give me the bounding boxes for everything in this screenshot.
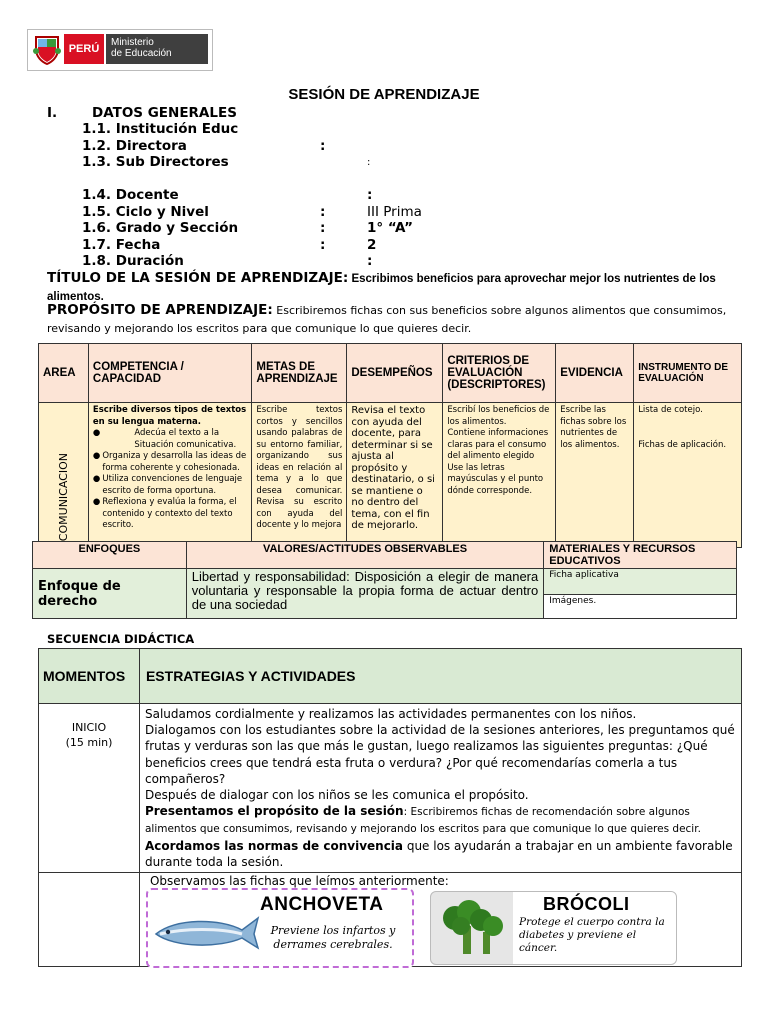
instrumento-cell: Lista de cotejo. Fichas de aplicación. <box>634 403 742 548</box>
list-item: ● Organiza y desarrolla las ideas de forma coherente y cohesionada. <box>92 451 247 473</box>
header-materiales: MATERIALES Y RECURSOS EDUCATIVOS <box>544 542 737 569</box>
datos-label-2: 1.2. Directora <box>82 138 187 154</box>
header-metas: METAS DE APRENDIZAJE <box>252 344 347 403</box>
datos-label-7: 1.7. Fecha <box>82 237 161 253</box>
empty-momento-cell <box>39 873 140 967</box>
material-1: Ficha aplicativa <box>544 569 737 595</box>
brocoli-card <box>430 891 677 965</box>
datos-label-4: 1.4. Docente <box>82 187 179 203</box>
valores-cell: Libertad y responsabilidad: Disposición a elegir de manera voluntaria y responsable la propia forma de actuar dentro de una sociedad <box>186 569 543 619</box>
broccoli-icon <box>433 896 513 960</box>
fish-icon <box>150 908 262 954</box>
datos-label-8: 1.8. Duración <box>82 253 184 269</box>
section-number: I. <box>47 105 58 121</box>
desempenos-cell: Revisa el texto con ayuda del docente, para determinar si se ajusta al propósito y destinatario, o si se mantiene o no dentro del tema, con el fin de mejorarlo. <box>347 403 443 548</box>
list-item: ● Utiliza convenciones de lenguaje escrito de forma oportuna. <box>92 474 243 496</box>
session-purpose: PROPÓSITO DE APRENDIZAJE: Escribiremos fichas con sus beneficios sobre algunos alimentos que consumimos, revisando y mejorando los escritos para que comunique lo que quieres decir. <box>47 302 727 335</box>
header-competencia: COMPETENCIA / CAPACIDAD <box>88 344 252 403</box>
datos-sep-5: : <box>320 204 326 220</box>
material-2: Imágenes. <box>544 595 737 619</box>
datos-value-6: 1° “A” <box>367 220 414 236</box>
datos-value-4: : <box>367 187 373 203</box>
datos-label-5: 1.5. Ciclo y Nivel <box>82 204 209 220</box>
anchoveta-title: ANCHOVETA <box>260 894 384 915</box>
header-enfoques: ENFOQUES <box>33 542 187 569</box>
competencias-table <box>38 343 742 548</box>
inicio-activities: Saludamos cordialmente y realizamos las actividades permanentes con los niños. Dialogamos con los estudiantes sobre la actividad de la sesiones anteriores, les preguntamos qué frutas y verduras son las que más le gustan, luego realizamos las siguientes preguntas: ¿Qué beneficios crees que tendrá esta fruta o verdura? ¿Por qué recomendarías comerla a tus compañeros? Después de dialogar con los niños se les comunica el propósito. Presentamos el propósito de la sesión: Escribiremos fichas de recomendación sobre algunos alimentos que consumimos, revisando y mejorando los escritos para que comunique lo que quieres decir. Acordamos las normas de convivencia que los ayudarán a trabajar en un ambiente favorable durante toda la sesión. <box>139 704 741 873</box>
datos-value-7: 2 <box>367 237 377 253</box>
section-heading: DATOS GENERALES <box>92 105 237 121</box>
enfoques-table <box>32 541 737 619</box>
peru-label: PERÚ <box>64 34 104 64</box>
secuencia-heading: SECUENCIA DIDÁCTICA <box>47 632 195 646</box>
datos-sep-2: : <box>320 138 326 154</box>
header-valores: VALORES/ACTITUDES OBSERVABLES <box>186 542 543 569</box>
inicio-cell: INICIO (15 min) <box>39 704 140 873</box>
area-cell: COMUNICACION <box>39 403 89 548</box>
datos-value-3: : <box>367 157 371 168</box>
header-evidencia: EVIDENCIA <box>556 344 634 403</box>
anchoveta-card <box>146 888 414 968</box>
datos-label-6: 1.6. Grado y Sección <box>82 220 239 236</box>
brocoli-text: Protege el cuerpo contra la diabetes y previene el cáncer. <box>519 916 665 954</box>
header-area: AREA <box>39 344 89 403</box>
header-criterios: CRITERIOS DE EVALUACIÓN (DESCRIPTORES) <box>443 344 556 403</box>
list-item: ● Adecúa el texto a la Situación comunicativa. <box>92 428 237 450</box>
datos-label-1: 1.1. Institución Educ <box>82 121 239 137</box>
header-instrumento: INSTRUMENTO DE EVALUACIÓN <box>634 344 742 403</box>
list-item: ● Reflexiona y evalúa la forma, el contenido y contexto del texto escrito. <box>92 497 237 530</box>
header-estrategias: ESTRATEGIAS Y ACTIVIDADES <box>139 649 741 704</box>
session-title: TÍTULO DE LA SESIÓN DE APRENDIZAJE: Escribimos beneficios para aprovechar mejor los nutrientes de los alimentos. <box>47 270 716 303</box>
datos-sep-6: : <box>320 220 326 236</box>
datos-label-3: 1.3. Sub Directores <box>82 154 229 170</box>
evidencia-cell: Escribe las fichas sobre los nutrientes de los alimentos. <box>556 403 634 548</box>
metas-cell: Escribe textos cortos y sencillos usando palabras de su entorno familiar, organizando sus ideas en relación al tema y a lo que desea comunicar. Revisa su escrito con ayuda del docente y lo mejora <box>252 403 347 548</box>
observamos-cell: Observamos las fichas que leímos anteriormente: <box>139 873 741 967</box>
enfoque-cell: Enfoque de derecho <box>33 569 187 619</box>
datos-value-8: : <box>367 253 373 269</box>
minedu-logo <box>27 29 213 71</box>
datos-value-5: III Prima <box>367 204 422 220</box>
competencia-cell: Escribe diversos tipos de textos en su lengua materna. ● Adecúa el texto a la Situación comunicativa. ● Organiza y desarrolla las ideas de forma coherente y cohesionada. ● Utiliza convenciones de lenguaje escrito de forma oportuna. ● Reflexiona y evalúa la forma, el contenido y contexto del texto escrito. <box>88 403 252 548</box>
coat-of-arms-icon <box>32 33 62 65</box>
anchoveta-text: Previene los infartos y derrames cerebrales. <box>270 924 396 951</box>
brocoli-title: BRÓCOLI <box>543 894 630 914</box>
header-momentos: MOMENTOS <box>39 649 140 704</box>
datos-sep-7: : <box>320 237 326 253</box>
header-desempenos: DESEMPEÑOS <box>347 344 443 403</box>
page-title: SESIÓN DE APRENDIZAJE <box>288 86 480 103</box>
ministry-label: Ministerio de Educación <box>106 34 208 64</box>
criterios-cell: Escribí los beneficios de los alimentos. Contiene informaciones claras para el consumo del alimento elegido Use las letras mayúsculas y el punto dónde corresponde. <box>443 403 556 548</box>
